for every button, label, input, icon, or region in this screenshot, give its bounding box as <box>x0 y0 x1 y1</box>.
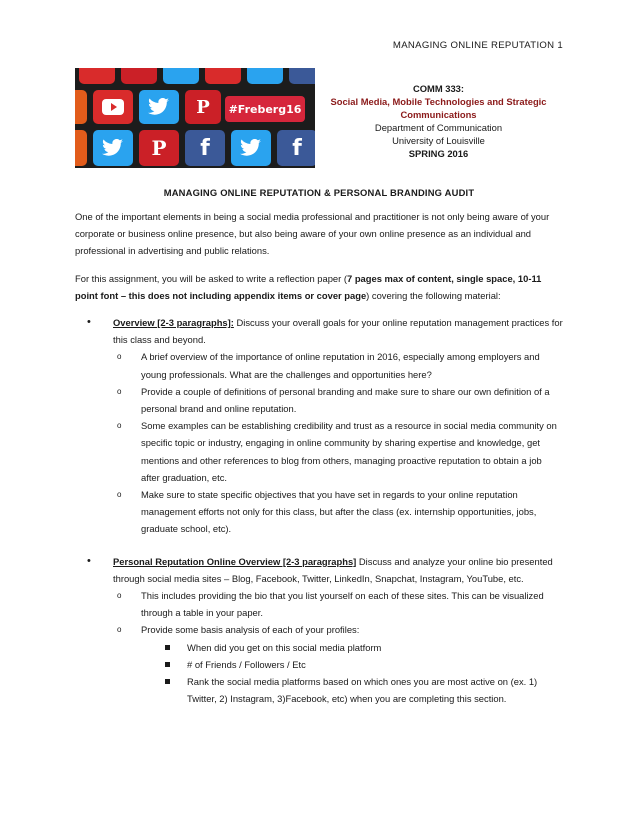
youtube-icon <box>79 68 115 84</box>
youtube-icon <box>205 68 241 84</box>
facebook-icon: f <box>185 130 225 166</box>
twitter-icon <box>231 130 271 166</box>
department: Department of Communication <box>374 122 503 133</box>
university: University of Louisville <box>392 135 485 146</box>
list-item-text: # of Friends / Followers / Etc <box>187 658 306 670</box>
twitter-icon <box>163 68 199 84</box>
running-head: MANAGING ONLINE REPUTATION 1 <box>392 40 563 51</box>
nested-list <box>141 639 563 708</box>
pinterest-icon: P <box>139 130 179 166</box>
list-item-text: Some examples can be establishing credibility and trust as a resource in social media community on specific topic or industry, engaging in online community by sharing expertise and knowledge, get mentions and other references to blog from others, managing proactive reputation to obtain a job after graduation, etc. <box>141 420 557 483</box>
pinterest-icon: P <box>185 90 221 124</box>
list-item-text: A brief overview of the importance of online reputation in 2016, especially among employers and young professionals. What are the challenges and opportunities here? <box>141 351 540 380</box>
list-item-text: Rank the social media platforms based on which ones you are most active on (ex. 1) Twitter, 2) Instagram, 3)Facebook, etc) when you are completing this section. <box>187 676 538 705</box>
section-overview <box>75 314 563 538</box>
square-bullet-icon <box>165 679 170 684</box>
hashtag-label: #Freberg16 <box>225 96 305 122</box>
section-list <box>75 314 563 707</box>
circle-bullet-icon: o <box>117 352 122 362</box>
twitter-icon <box>247 68 283 84</box>
circle-bullet-icon: o <box>117 421 122 431</box>
rss-icon <box>75 90 87 124</box>
twitter-icon <box>93 130 133 166</box>
youtube-icon <box>93 90 133 124</box>
circle-bullet-icon: o <box>117 625 122 635</box>
semester: SPRING 2016 <box>408 148 469 159</box>
assignment-text-end: ) covering the following material: <box>366 289 501 301</box>
list-item <box>113 621 563 707</box>
list-item-text: Make sure to state specific objectives that you have set in regards to your online reputation management efforts not only for this class, but after the class (ex. internship opportunities, jobs, graduate school, etc). <box>141 489 537 535</box>
pinterest-icon <box>121 68 157 84</box>
section-heading: Personal Reputation Online Overview [2-3 paragraphs] <box>113 555 357 567</box>
list-item <box>141 639 563 656</box>
intro-paragraph: One of the important elements in being a social media professional and practitioner is not only being aware of your corporate or business online presence, but also being aware of your own online presence as an individual and professional in advertising and public relations. <box>75 211 550 257</box>
circle-bullet-icon: o <box>117 591 122 601</box>
bullet-icon: • <box>87 316 91 329</box>
course-code: COMM 333: <box>412 83 465 94</box>
assignment-requirements: 7 pages max of content, single space, 10-11 point font – this does not including appendix items or cover page <box>75 272 542 301</box>
sub-list <box>113 348 563 537</box>
square-bullet-icon <box>165 662 170 667</box>
list-item-text: Provide some basis analysis of each of your profiles: <box>141 624 360 636</box>
bullet-icon: • <box>87 554 91 567</box>
square-bullet-icon <box>165 645 170 650</box>
list-item-text: Provide a couple of definitions of personal branding and make sure to share our own definition of a personal brand and online reputation. <box>141 385 550 415</box>
twitter-icon <box>139 90 179 124</box>
course-name: Social Media, Mobile Technologies and Strategic Communications <box>330 96 547 120</box>
sub-list <box>113 587 563 707</box>
section-text: Discuss your overall goals for your online reputation management practices for this class and beyond. <box>113 317 563 346</box>
rss-icon <box>75 130 87 166</box>
section-heading: Overview [2-3 paragraphs]: <box>113 317 234 329</box>
facebook-icon: f <box>277 130 315 166</box>
list-item <box>113 348 563 382</box>
circle-bullet-icon: o <box>117 490 122 500</box>
list-item <box>113 587 563 621</box>
document-body <box>75 208 563 722</box>
assignment-paragraph <box>75 270 563 304</box>
list-item-text: This includes providing the bio that you list yourself on each of these sites. This can be visualized through a table in your paper. <box>141 590 544 619</box>
list-item <box>141 656 563 673</box>
list-item <box>113 383 563 417</box>
facebook-icon <box>289 68 315 84</box>
assignment-text: For this assignment, you will be asked to write a reflection paper ( <box>75 272 347 284</box>
section-text: Discuss and analyze your online bio presented through social media sites – Blog, Facebook, Twitter, LinkedIn, Snapchat, Instagram, YouTube, etc. <box>113 555 553 584</box>
list-item <box>113 486 563 538</box>
list-item-text: When did you get on this social media platform <box>187 641 382 653</box>
list-item <box>113 417 563 486</box>
list-item <box>141 673 563 707</box>
circle-bullet-icon: o <box>117 386 122 396</box>
course-title-block <box>315 82 562 160</box>
social-media-banner-image <box>75 68 315 168</box>
section-personal-reputation <box>75 553 563 708</box>
document-title: MANAGING ONLINE REPUTATION & PERSONAL BRANDING AUDIT <box>163 187 475 198</box>
